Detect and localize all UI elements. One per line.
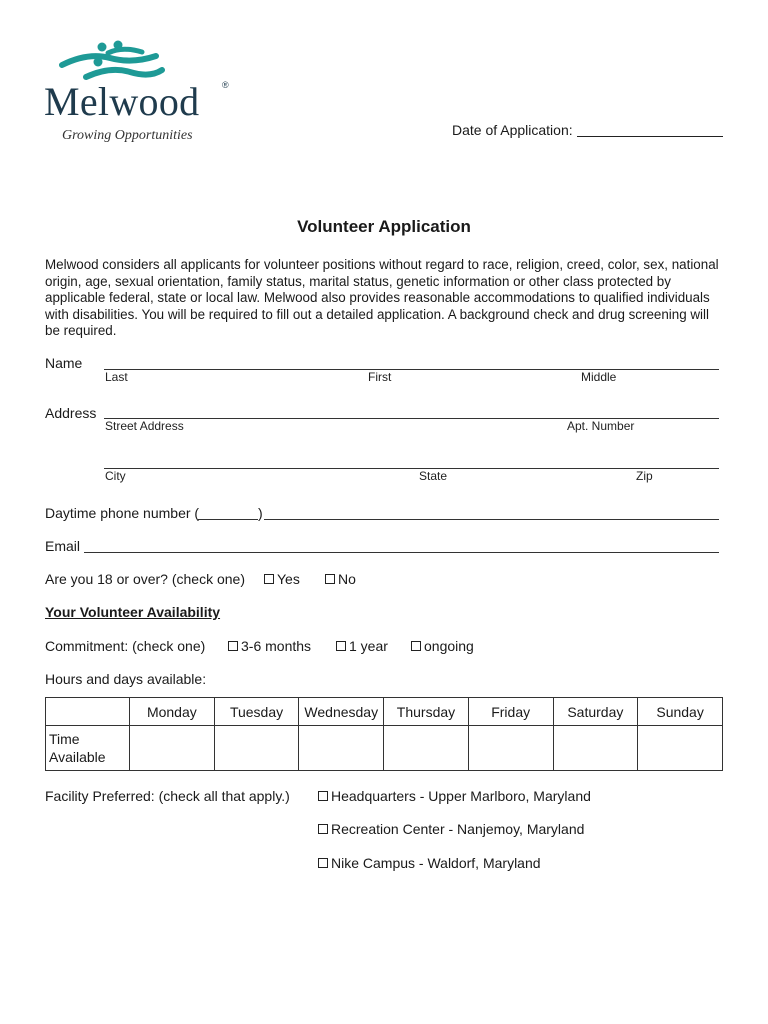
- checkbox-icon[interactable]: [325, 574, 335, 584]
- intro-paragraph: Melwood considers all applicants for volunteer positions without regard to race, religion, creed, color, sex, national origin, age, sexual orientation, family status, marital status, genetic information or other class protected by applicable federal, state or local law. Melwood also provides reasonable accommodations to qualified individuals with disabilities. You will be required to fill out a detailed application. A background check and drug screening will be required.: [45, 257, 719, 338]
- table-corner-cell: [46, 698, 130, 726]
- age-no-option[interactable]: [325, 571, 356, 587]
- facility-label: Facility Preferred: (check all that apply.): [45, 788, 290, 804]
- email-label: Email: [45, 538, 81, 554]
- time-available-label-line2: Available: [49, 749, 106, 765]
- date-of-application-label: Date of Application:: [452, 122, 573, 138]
- day-header-sunday: Sunday: [638, 698, 723, 726]
- time-cell-saturday[interactable]: [553, 726, 638, 771]
- day-header-monday: Monday: [130, 698, 215, 726]
- registered-mark: ®: [222, 80, 229, 90]
- name-field[interactable]: [104, 369, 719, 370]
- checkbox-icon[interactable]: [264, 574, 274, 584]
- availability-table: [45, 697, 723, 771]
- address-label: Address: [45, 405, 97, 421]
- phone-paren-close: ): [258, 505, 263, 521]
- facility-headquarters-label: Headquarters - Upper Marlboro, Maryland: [331, 788, 591, 804]
- checkbox-icon[interactable]: [411, 641, 421, 651]
- logo-wordmark: Melwood: [44, 79, 200, 124]
- address-sub-city: City: [105, 469, 126, 483]
- age-no-label: No: [338, 571, 356, 587]
- page-title: Volunteer Application: [297, 217, 471, 236]
- melwood-logo: [44, 40, 244, 150]
- time-available-label: [46, 726, 130, 771]
- address-sub-state: State: [419, 469, 448, 483]
- commitment-label: Commitment: (check one): [45, 638, 206, 654]
- commitment-1-year-label: 1 year: [349, 638, 388, 654]
- day-header-saturday: Saturday: [553, 698, 638, 726]
- time-cell-wednesday[interactable]: [299, 726, 384, 771]
- commitment-1-year-option[interactable]: [336, 638, 388, 654]
- date-of-application: [452, 122, 723, 138]
- facility-recreation-center-option[interactable]: [318, 821, 584, 837]
- name-sub-first: First: [368, 370, 392, 384]
- day-header-wednesday: Wednesday: [299, 698, 384, 726]
- age-yes-label: Yes: [277, 571, 300, 587]
- time-cell-monday[interactable]: [130, 726, 215, 771]
- time-available-label-line1: Time: [49, 731, 80, 747]
- facility-headquarters-option[interactable]: [318, 788, 591, 804]
- checkbox-icon[interactable]: [318, 791, 328, 801]
- address-sub-street: Street Address: [105, 419, 184, 433]
- city-state-zip-field[interactable]: [104, 468, 719, 469]
- time-cell-thursday[interactable]: [384, 726, 469, 771]
- name-sub-last: Last: [105, 370, 128, 384]
- commitment-3-6-months-label: 3-6 months: [241, 638, 312, 654]
- time-cell-friday[interactable]: [468, 726, 553, 771]
- day-header-friday: Friday: [468, 698, 553, 726]
- facility-nike-campus-label: Nike Campus - Waldorf, Maryland: [331, 855, 541, 871]
- address-sub-zip: Zip: [636, 469, 653, 483]
- time-cell-sunday[interactable]: [638, 726, 723, 771]
- commitment-3-6-months-option[interactable]: [228, 638, 311, 654]
- time-available-row: [46, 726, 723, 771]
- day-header-tuesday: Tuesday: [214, 698, 299, 726]
- address-sub-apt: Apt. Number: [567, 419, 635, 433]
- hours-days-label: Hours and days available:: [45, 671, 207, 687]
- facility-recreation-center-label: Recreation Center - Nanjemoy, Maryland: [331, 821, 585, 837]
- facility-nike-campus-option[interactable]: [318, 855, 541, 871]
- commitment-ongoing-option[interactable]: [411, 638, 474, 654]
- commitment-ongoing-label: ongoing: [424, 638, 474, 654]
- phone-number-field[interactable]: [264, 519, 719, 520]
- date-of-application-field[interactable]: [577, 136, 723, 137]
- availability-header-row: [46, 698, 723, 726]
- phone-label: Daytime phone number (: [45, 505, 200, 521]
- checkbox-icon[interactable]: [336, 641, 346, 651]
- availability-heading: Your Volunteer Availability: [45, 604, 221, 620]
- logo-tagline: Growing Opportunities: [62, 128, 193, 143]
- email-field[interactable]: [84, 552, 719, 553]
- checkbox-icon[interactable]: [228, 641, 238, 651]
- melwood-figures-icon: [58, 40, 168, 82]
- day-header-thursday: Thursday: [384, 698, 469, 726]
- time-cell-tuesday[interactable]: [214, 726, 299, 771]
- phone-area-code-field[interactable]: [198, 519, 258, 520]
- checkbox-icon[interactable]: [318, 858, 328, 868]
- age-yes-option[interactable]: [264, 571, 300, 587]
- name-sub-middle: Middle: [581, 370, 617, 384]
- age-question-label: Are you 18 or over? (check one): [45, 571, 245, 587]
- checkbox-icon[interactable]: [318, 824, 328, 834]
- name-label: Name: [45, 355, 83, 371]
